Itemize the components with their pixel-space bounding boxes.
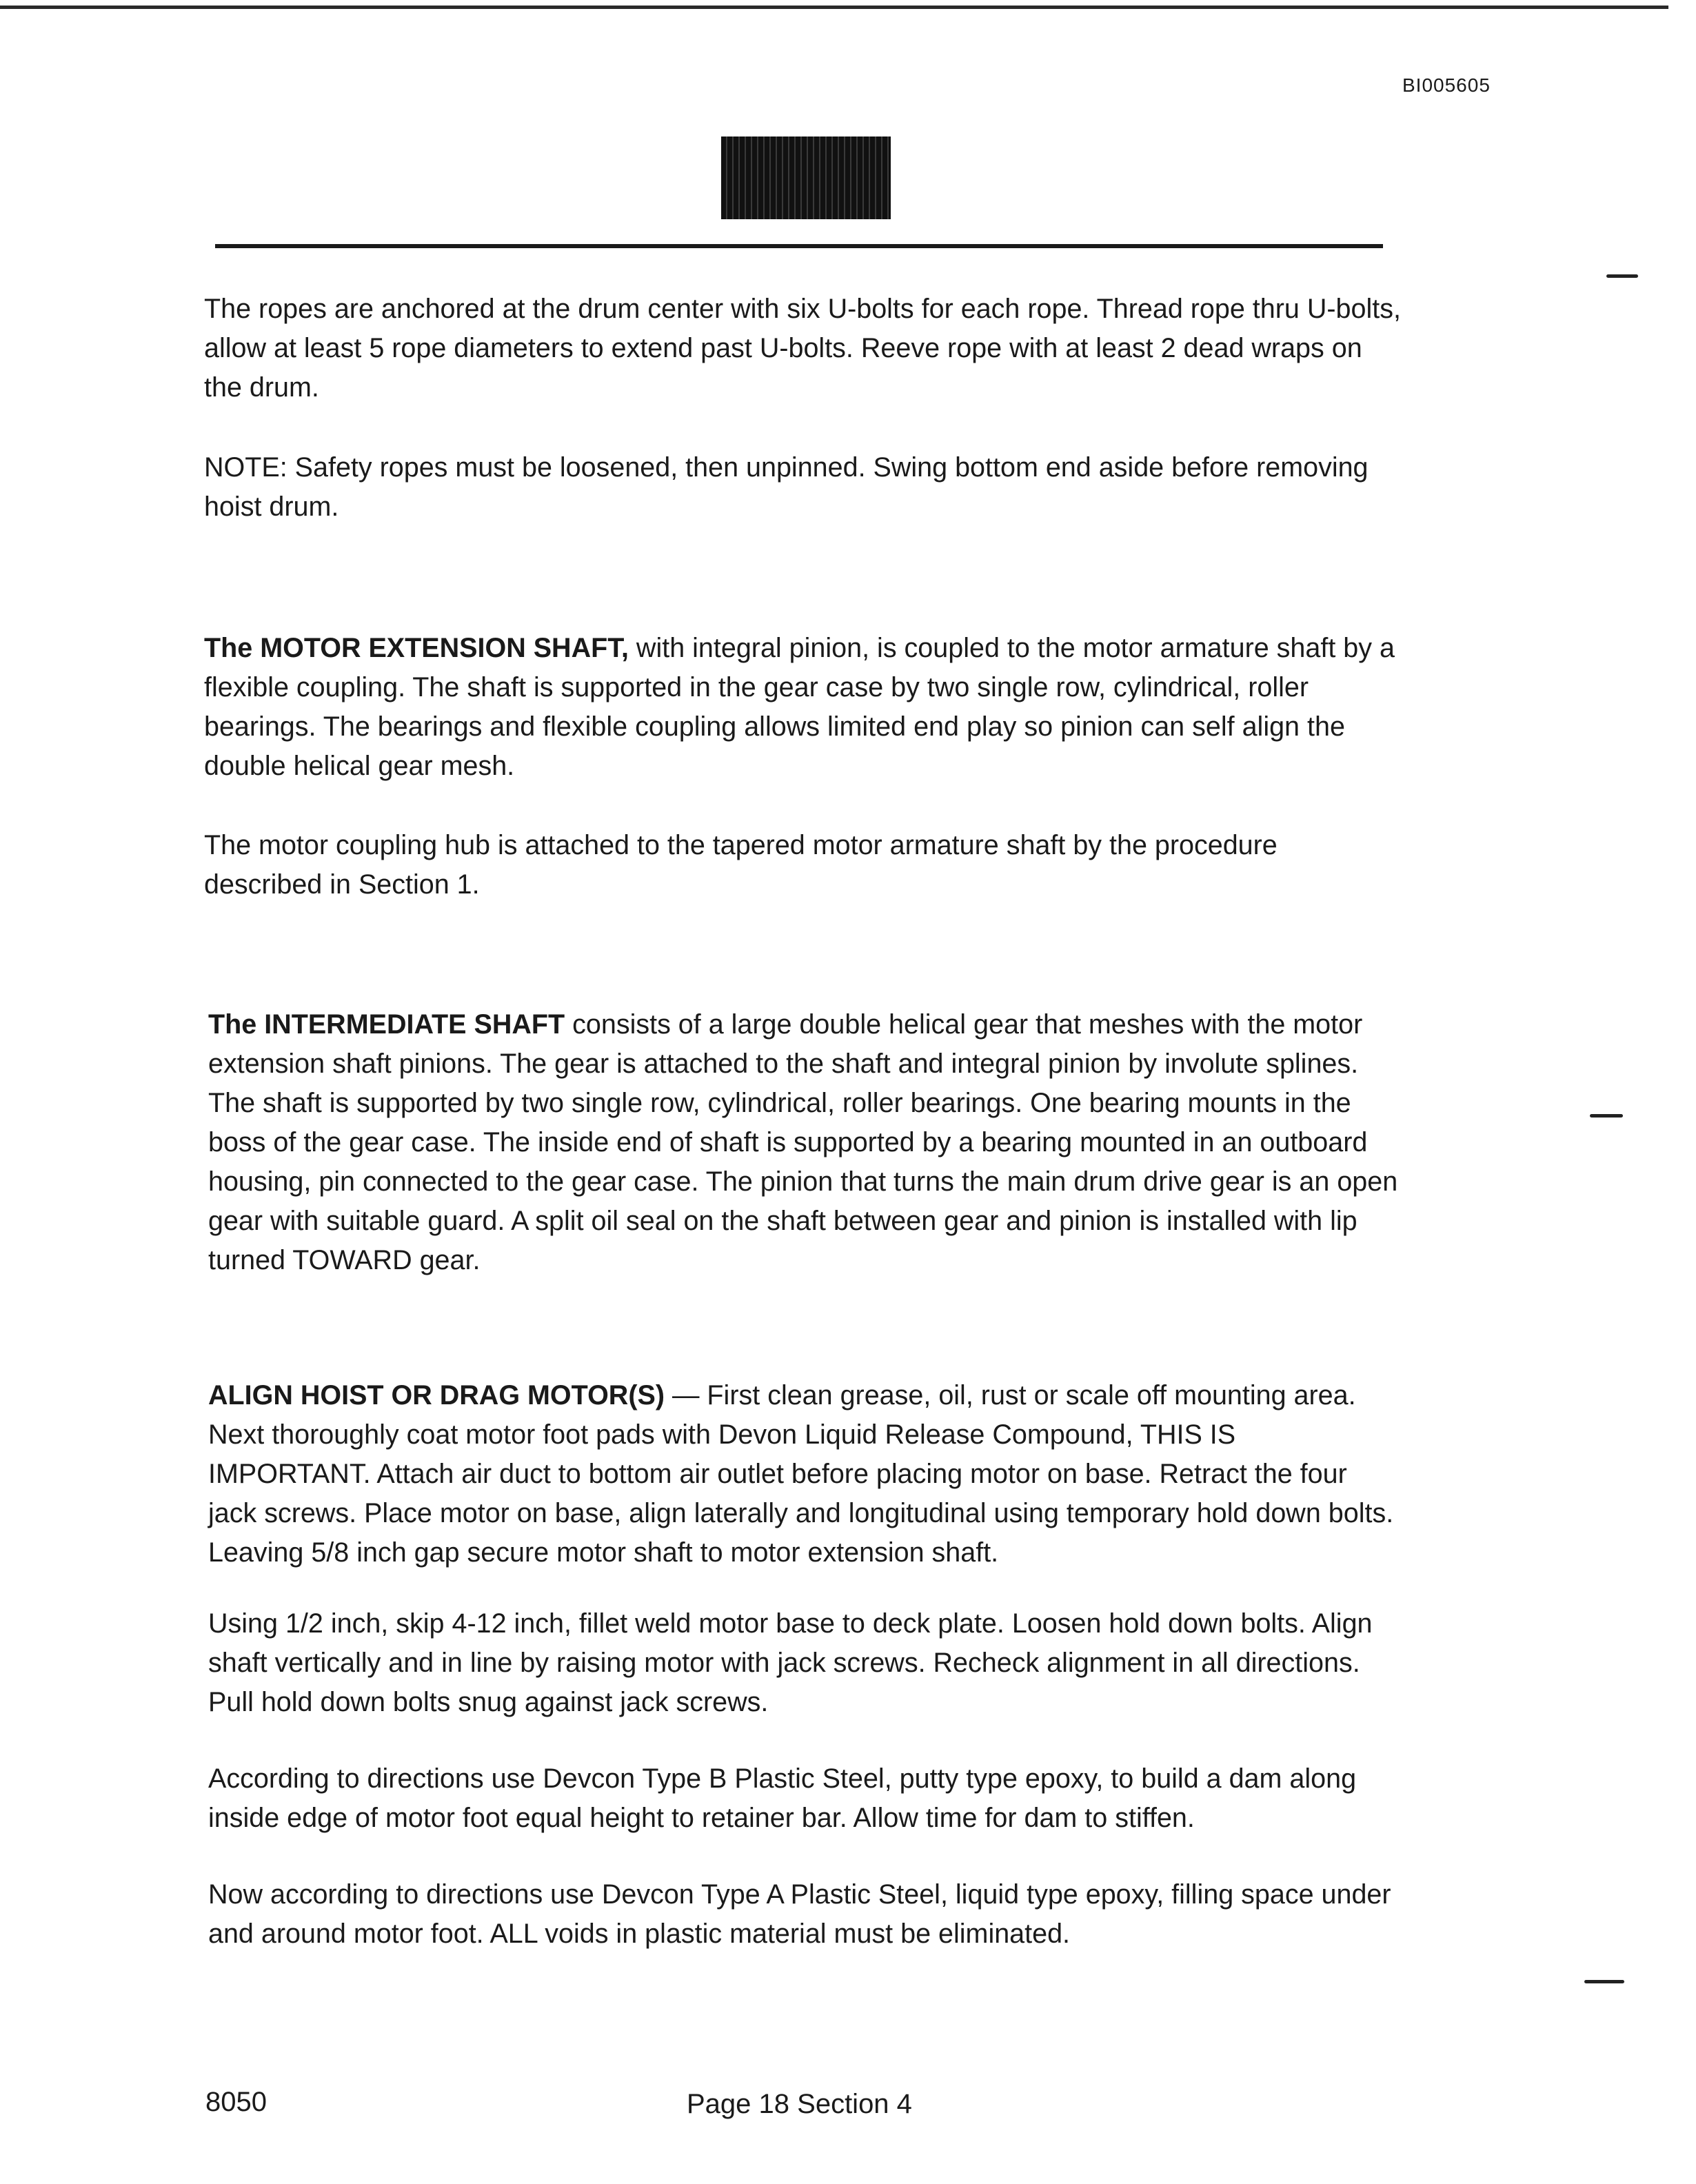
align-motor-text: — First clean grease, oil, rust or scale off mounting area. Next thoroughly coat motor foot pads with Devon Liquid Release Compound, THIS IS IMPORTANT. Attach air duct to bottom air outlet before placing motor on base. Retract the four jack screws. Place motor on base, align laterally and longitudinal using temporary hold down bolts. Leaving 5/8 inch gap secure motor shaft to motor extension shaft. <box>208 1380 1394 1568</box>
scan-speck <box>1606 274 1638 278</box>
footer-page-label: Page 18 Section 4 <box>687 2089 912 2119</box>
paragraph-fillet-weld: Using 1/2 inch, skip 4-12 inch, fillet weld motor base to deck plate. Loosen hold down bolts. Align shaft vertically and in line by raising motor with jack screws. Recheck alignment in all directions. Pull hold down bolts snug against jack screws. <box>208 1608 1373 1717</box>
paragraph-motor-extension-shaft <box>204 629 1401 786</box>
heading-intermediate-shaft: The INTERMEDIATE SHAFT <box>208 1009 565 1040</box>
document-id: BI005605 <box>1402 74 1491 96</box>
company-logo-icon <box>721 136 891 219</box>
paragraph-rope-anchoring: The ropes are anchored at the drum center with six U-bolts for each rope. Thread rope thru U-bolts, allow at least 5 rope diameters to extend past U-bolts. Reeve rope with at least 2 dead wraps on the drum. <box>204 294 1401 403</box>
paragraph-align-motor <box>208 1376 1401 1573</box>
header-divider <box>215 244 1383 248</box>
heading-align-motor: ALIGN HOIST OR DRAG MOTOR(S) <box>208 1380 665 1410</box>
intermediate-shaft-text: consists of a large double helical gear that meshes with the motor extension shaft pinions. The gear is attached to the shaft and integral pinion by involute splines. The shaft is supported by two single row, cylindrical, roller bearings. One bearing mounts in the boss of the gear case. The inside end of shaft is supported by a bearing mounted in an outboard housing, pin connected to the gear case. The pinion that turns the main drum drive gear is an open gear with suitable guard. A split oil seal on the shaft between gear and pinion is installed with lip turned TOWARD gear. <box>208 1009 1398 1275</box>
paragraph-coupling-hub: The motor coupling hub is attached to the tapered motor armature shaft by the procedure described in Section 1. <box>204 830 1278 900</box>
paragraph-intermediate-shaft <box>208 1005 1401 1280</box>
paragraph-safety-note: NOTE: Safety ropes must be loosened, then unpinned. Swing bottom end aside before removing hoist drum. <box>204 452 1369 522</box>
heading-motor-extension-shaft: The MOTOR EXTENSION SHAFT, <box>204 633 629 663</box>
top-border-rule <box>0 6 1668 9</box>
paragraph-type-a-epoxy: Now according to directions use Devcon Type A Plastic Steel, liquid type epoxy, filling space under and around motor foot. ALL voids in plastic material must be eliminated. <box>208 1879 1391 1949</box>
motor-extension-shaft-text: with integral pinion, is coupled to the motor armature shaft by a flexible coupling. The shaft is supported in the gear case by two single row, cylindrical, roller bearings. The bearings and flexible coupling allows limited end play so pinion can self align the double helical gear mesh. <box>204 633 1395 781</box>
scan-speck <box>1590 1114 1623 1118</box>
footer-model-number: 8050 <box>205 2087 267 2117</box>
scan-speck <box>1584 1980 1624 1983</box>
paragraph-type-b-epoxy: According to directions use Devcon Type B Plastic Steel, putty type epoxy, to build a dam along inside edge of motor foot equal height to retainer bar. Allow time for dam to stiffen. <box>208 1763 1357 1833</box>
